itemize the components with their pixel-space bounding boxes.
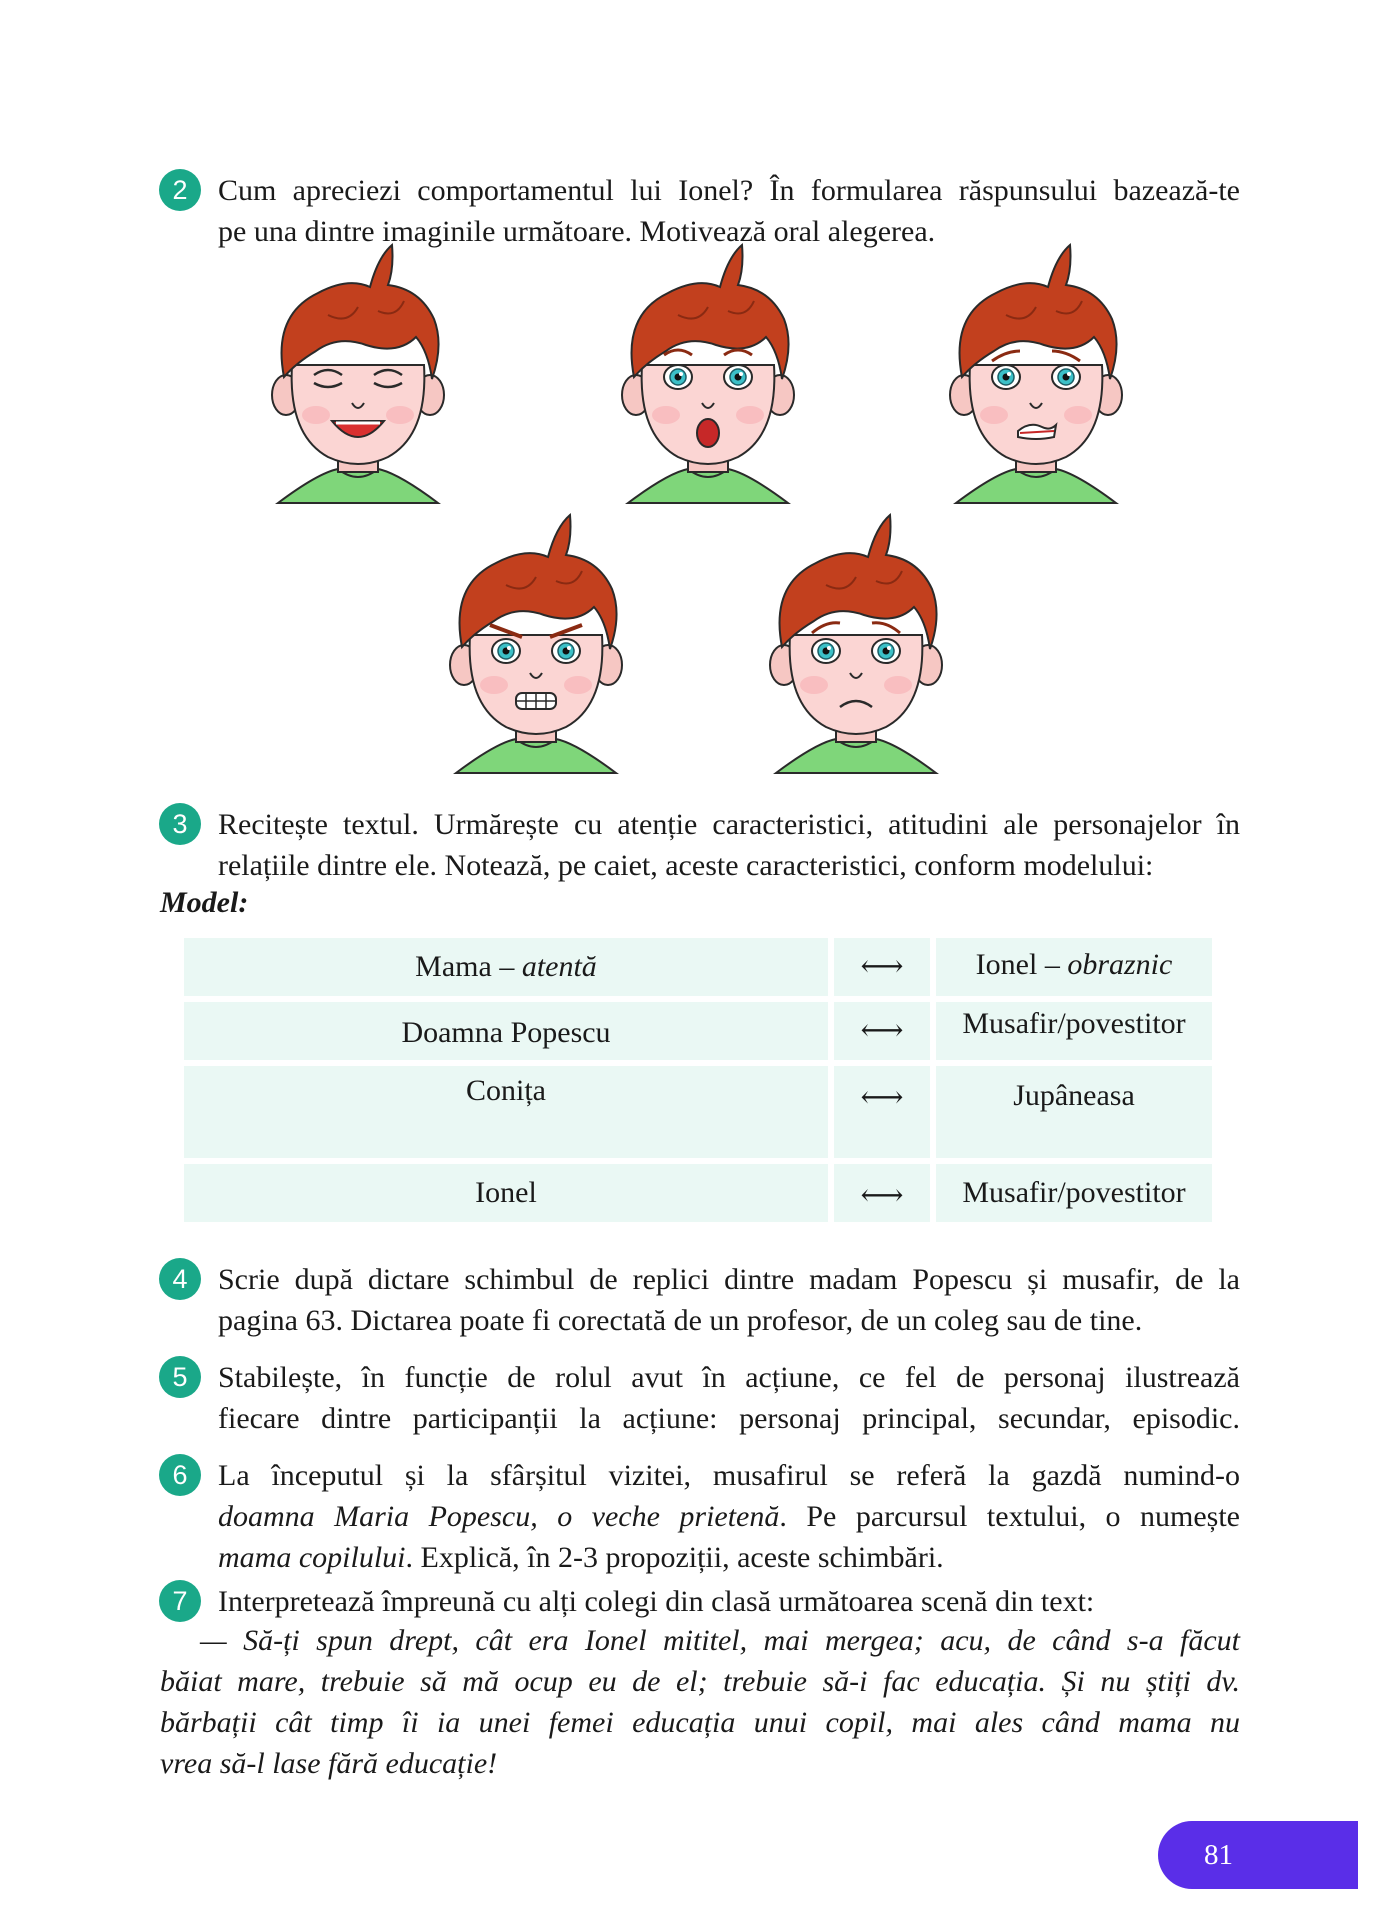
exercise-2-number: 2 <box>159 169 201 211</box>
exercise-4-text <box>218 1259 1240 1341</box>
table-row-2-arrow: ⟷ <box>834 1002 930 1060</box>
exercise-6-line-2-italic: doamna Maria Popescu, o veche prietenă <box>218 1500 780 1533</box>
exercise-6-line-2-rest: . Pe parcursul textului, o numește <box>779 1500 1240 1533</box>
quote-line-1: — Să-ți spun drept, cât era Ionel mititel, mai mergea; acu, de când s-a făcut <box>200 1624 1240 1657</box>
exercise-2-line-2: pe una dintre imaginile următoare. Motivează oral alegerea. <box>218 215 936 248</box>
exercise-7-text <box>218 1581 1240 1622</box>
table-row-4-arrow: ⟷ <box>834 1164 930 1222</box>
quote-line-3: bărbații cât timp îi ia unei femei educația unui copil, mai ales când mama nu <box>160 1706 1240 1739</box>
exercise-4-line-1: Scrie după dictare schimbul de replici dintre madam Popescu și musafir, de la <box>218 1263 1240 1296</box>
quote-line-2: băiat mare, trebuie să mă ocup eu de el; trebuie să-i fac educația. Și nu știți dv. <box>160 1665 1240 1698</box>
table-row-1-right-name: Ionel <box>975 948 1038 981</box>
table-row-4-left: Ionel <box>184 1164 828 1222</box>
exercise-3-number: 3 <box>159 803 201 845</box>
exercise-7-quote <box>160 1620 1240 1784</box>
exercise-7-line-1: Interpretează împreună cu alți colegi din clasă următoarea scenă din text: <box>218 1585 1095 1618</box>
page-number: 81 <box>1158 1821 1358 1889</box>
table-row-2-right: Musafir/povestitor <box>936 1002 1212 1060</box>
table-row-3-arrow: ⟷ <box>834 1066 930 1158</box>
exercise-2-line-1: Cum apreciezi comportamentul lui Ionel? În formularea răspunsului bazează-te <box>218 174 1240 207</box>
exercise-3-line-2: relațiile dintre ele. Notează, pe caiet, aceste caracteristici, conform modelului: <box>218 849 1154 882</box>
face-worried <box>950 245 1122 503</box>
exercise-5-line-1: Stabilește, în funcție de rolul avut în acțiune, ce fel de personaj ilustrează <box>218 1361 1240 1394</box>
table-row-1-left-name: Mama <box>415 950 492 983</box>
exercise-4-line-2: pagina 63. Dictarea poate fi corectată de un profesor, de un coleg sau de tine. <box>218 1304 1143 1337</box>
table-row-2-left: Doamna Popescu <box>184 1002 828 1060</box>
model-label: Model: <box>160 886 249 919</box>
exercise-6-text <box>218 1455 1240 1578</box>
table-row-1-left-trait: – atentă <box>491 950 597 983</box>
exercise-6-line-3-italic: mama copilului <box>218 1541 406 1574</box>
exercise-5-text <box>218 1357 1240 1439</box>
exercise-5-line-2: fiecare dintre participanții la acțiune: personaj principal, secundar, episodic. <box>218 1402 1240 1435</box>
exercise-6-number: 6 <box>159 1454 201 1496</box>
table-row-1-right-trait: – obraznic <box>1037 948 1173 981</box>
exercise-4-number: 4 <box>159 1258 201 1300</box>
table-row-4-right: Musafir/povestitor <box>936 1164 1212 1222</box>
face-surprised <box>622 245 794 503</box>
table-row-1-arrow: ⟷ <box>834 938 930 996</box>
table-row-3-left: Conița <box>184 1066 828 1158</box>
table-row-1-left <box>184 938 828 996</box>
exercise-5-number: 5 <box>159 1356 201 1398</box>
face-sad <box>770 515 942 773</box>
faces-illustration <box>0 0 1378 800</box>
exercise-6-line-1: La începutul și la sfârșitul vizitei, musafirul se referă la gazdă numind-o <box>218 1459 1240 1492</box>
face-happy <box>272 245 444 503</box>
quote-line-4: vrea să-l lase fără educație! <box>160 1747 498 1780</box>
exercise-3-line-1: Recitește textul. Urmărește cu atenție caracteristici, atitudini ale personajelor în <box>218 808 1240 841</box>
table-row-3-right: Jupâneasa <box>936 1066 1212 1158</box>
exercise-6-line-3-rest: . Explică, în 2-3 propoziții, aceste schimbări. <box>405 1541 944 1574</box>
table-row-1-right <box>936 938 1212 996</box>
exercise-3-text <box>218 804 1240 886</box>
exercise-7-number: 7 <box>159 1580 201 1622</box>
face-angry <box>450 515 622 773</box>
